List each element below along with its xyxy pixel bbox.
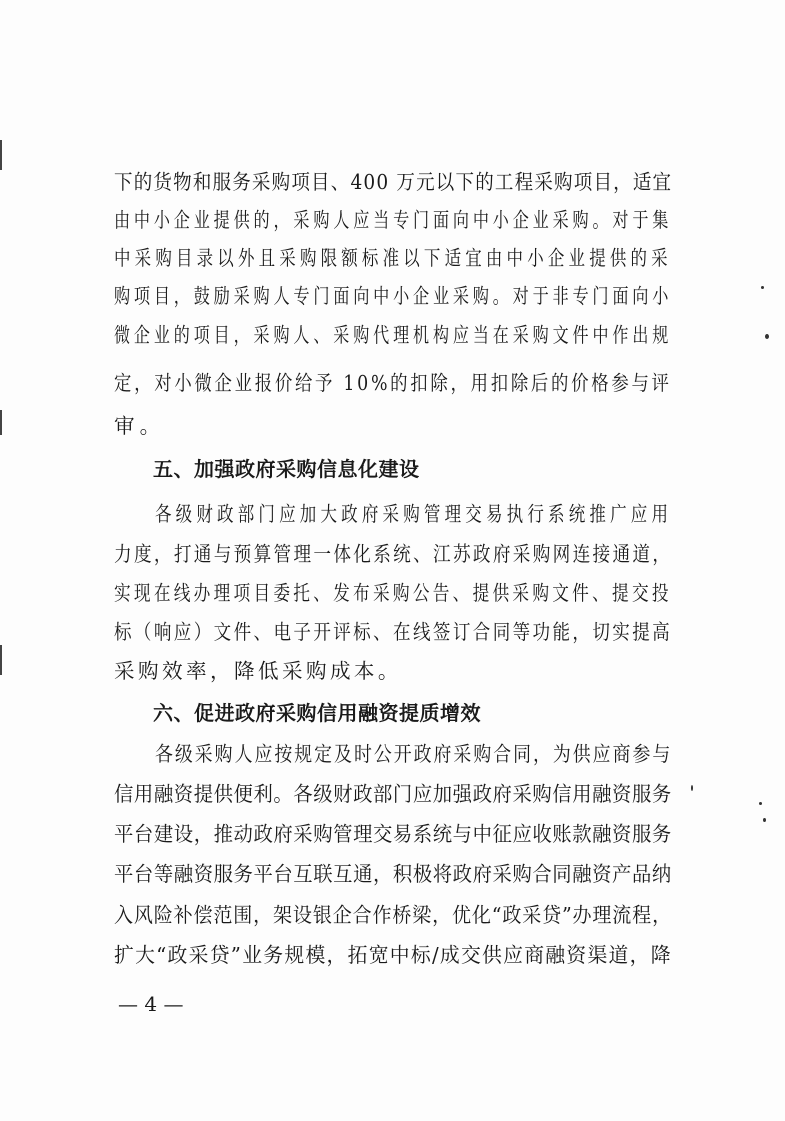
- body-text-line: [0, 364, 785, 402]
- body-text-line: [0, 613, 785, 651]
- text-span: 各级采购人应按规定及时公开政府采购合同，为供应商参与: [155, 742, 673, 766]
- text-span: 下的货物和服务采购项目、400 万元以下的工程采购项目，适宜: [114, 170, 673, 194]
- body-text-line: [0, 163, 785, 201]
- text-span: 力度，打通与预算管理一体化系统、江苏政府采购网连接通道，: [114, 542, 673, 566]
- heading-text: 六、促进政府采购信用融资提质增效: [153, 701, 481, 725]
- heading-text: 五、加强政府采购信息化建设: [153, 457, 420, 481]
- text-span: 扩大“政采贷”业务规模，拓宽中标/成交供应商融资渠道，降: [114, 943, 672, 967]
- body-text-line: [0, 407, 785, 445]
- text-span: 审。: [114, 414, 166, 438]
- text-span: 平台等融资服务平台互联互通，积极将政府采购合同融资产品纳: [114, 862, 672, 886]
- body-text-line: [0, 855, 785, 893]
- page-number: — 4 —: [118, 992, 184, 1016]
- text-span: 实现在线办理项目委托、发布采购公告、提供采购文件、提交投: [114, 581, 672, 605]
- section-heading-6: [0, 694, 785, 732]
- body-text-line: [0, 815, 785, 853]
- body-text-line: [0, 495, 785, 533]
- section-heading-5: [0, 450, 785, 488]
- text-span: 采购效率，降低采购成本。: [114, 659, 402, 683]
- text-span: 由中小企业提供的，采购人应当专门面向中小企业采购。对于集: [114, 208, 673, 232]
- body-text-line: [0, 896, 785, 934]
- text-span: 标（响应）文件、电子开评标、在线签订合同等功能，切实提高: [114, 620, 673, 644]
- body-text-line: [0, 775, 785, 813]
- body-text-line: [0, 936, 785, 974]
- text-span: 中采购目录以外且采购限额标准以下适宜由中小企业提供的采: [114, 246, 672, 270]
- text-span: 购项目，鼓励采购人专门面向中小企业采购。对于非专门面向小: [114, 284, 673, 308]
- text-span: 各级财政部门应加大政府采购管理交易执行系统推广应用: [155, 502, 673, 526]
- body-text-line: [0, 201, 785, 239]
- body-text-line: [0, 735, 785, 773]
- text-span: 微企业的项目，采购人、采购代理机构应当在采购文件中作出规: [114, 323, 673, 347]
- body-text-line: [0, 535, 785, 573]
- body-text-line: [0, 277, 785, 315]
- text-span: 入风险补偿范围，架设银企合作桥梁，优化“政采贷”办理流程，: [114, 903, 672, 927]
- body-text-line: [0, 574, 785, 612]
- body-text-line: [0, 652, 785, 690]
- text-span: 信用融资提供便利。各级财政部门应加强政府采购信用融资服务: [114, 782, 672, 806]
- body-text-line: [0, 239, 785, 277]
- text-span: 定，对小微企业报价给予 10%的扣除，用扣除后的价格参与评: [114, 371, 672, 395]
- text-span: 平台建设，推动政府采购管理交易系统与中征应收账款融资服务: [114, 822, 672, 846]
- body-text-line: [0, 316, 785, 354]
